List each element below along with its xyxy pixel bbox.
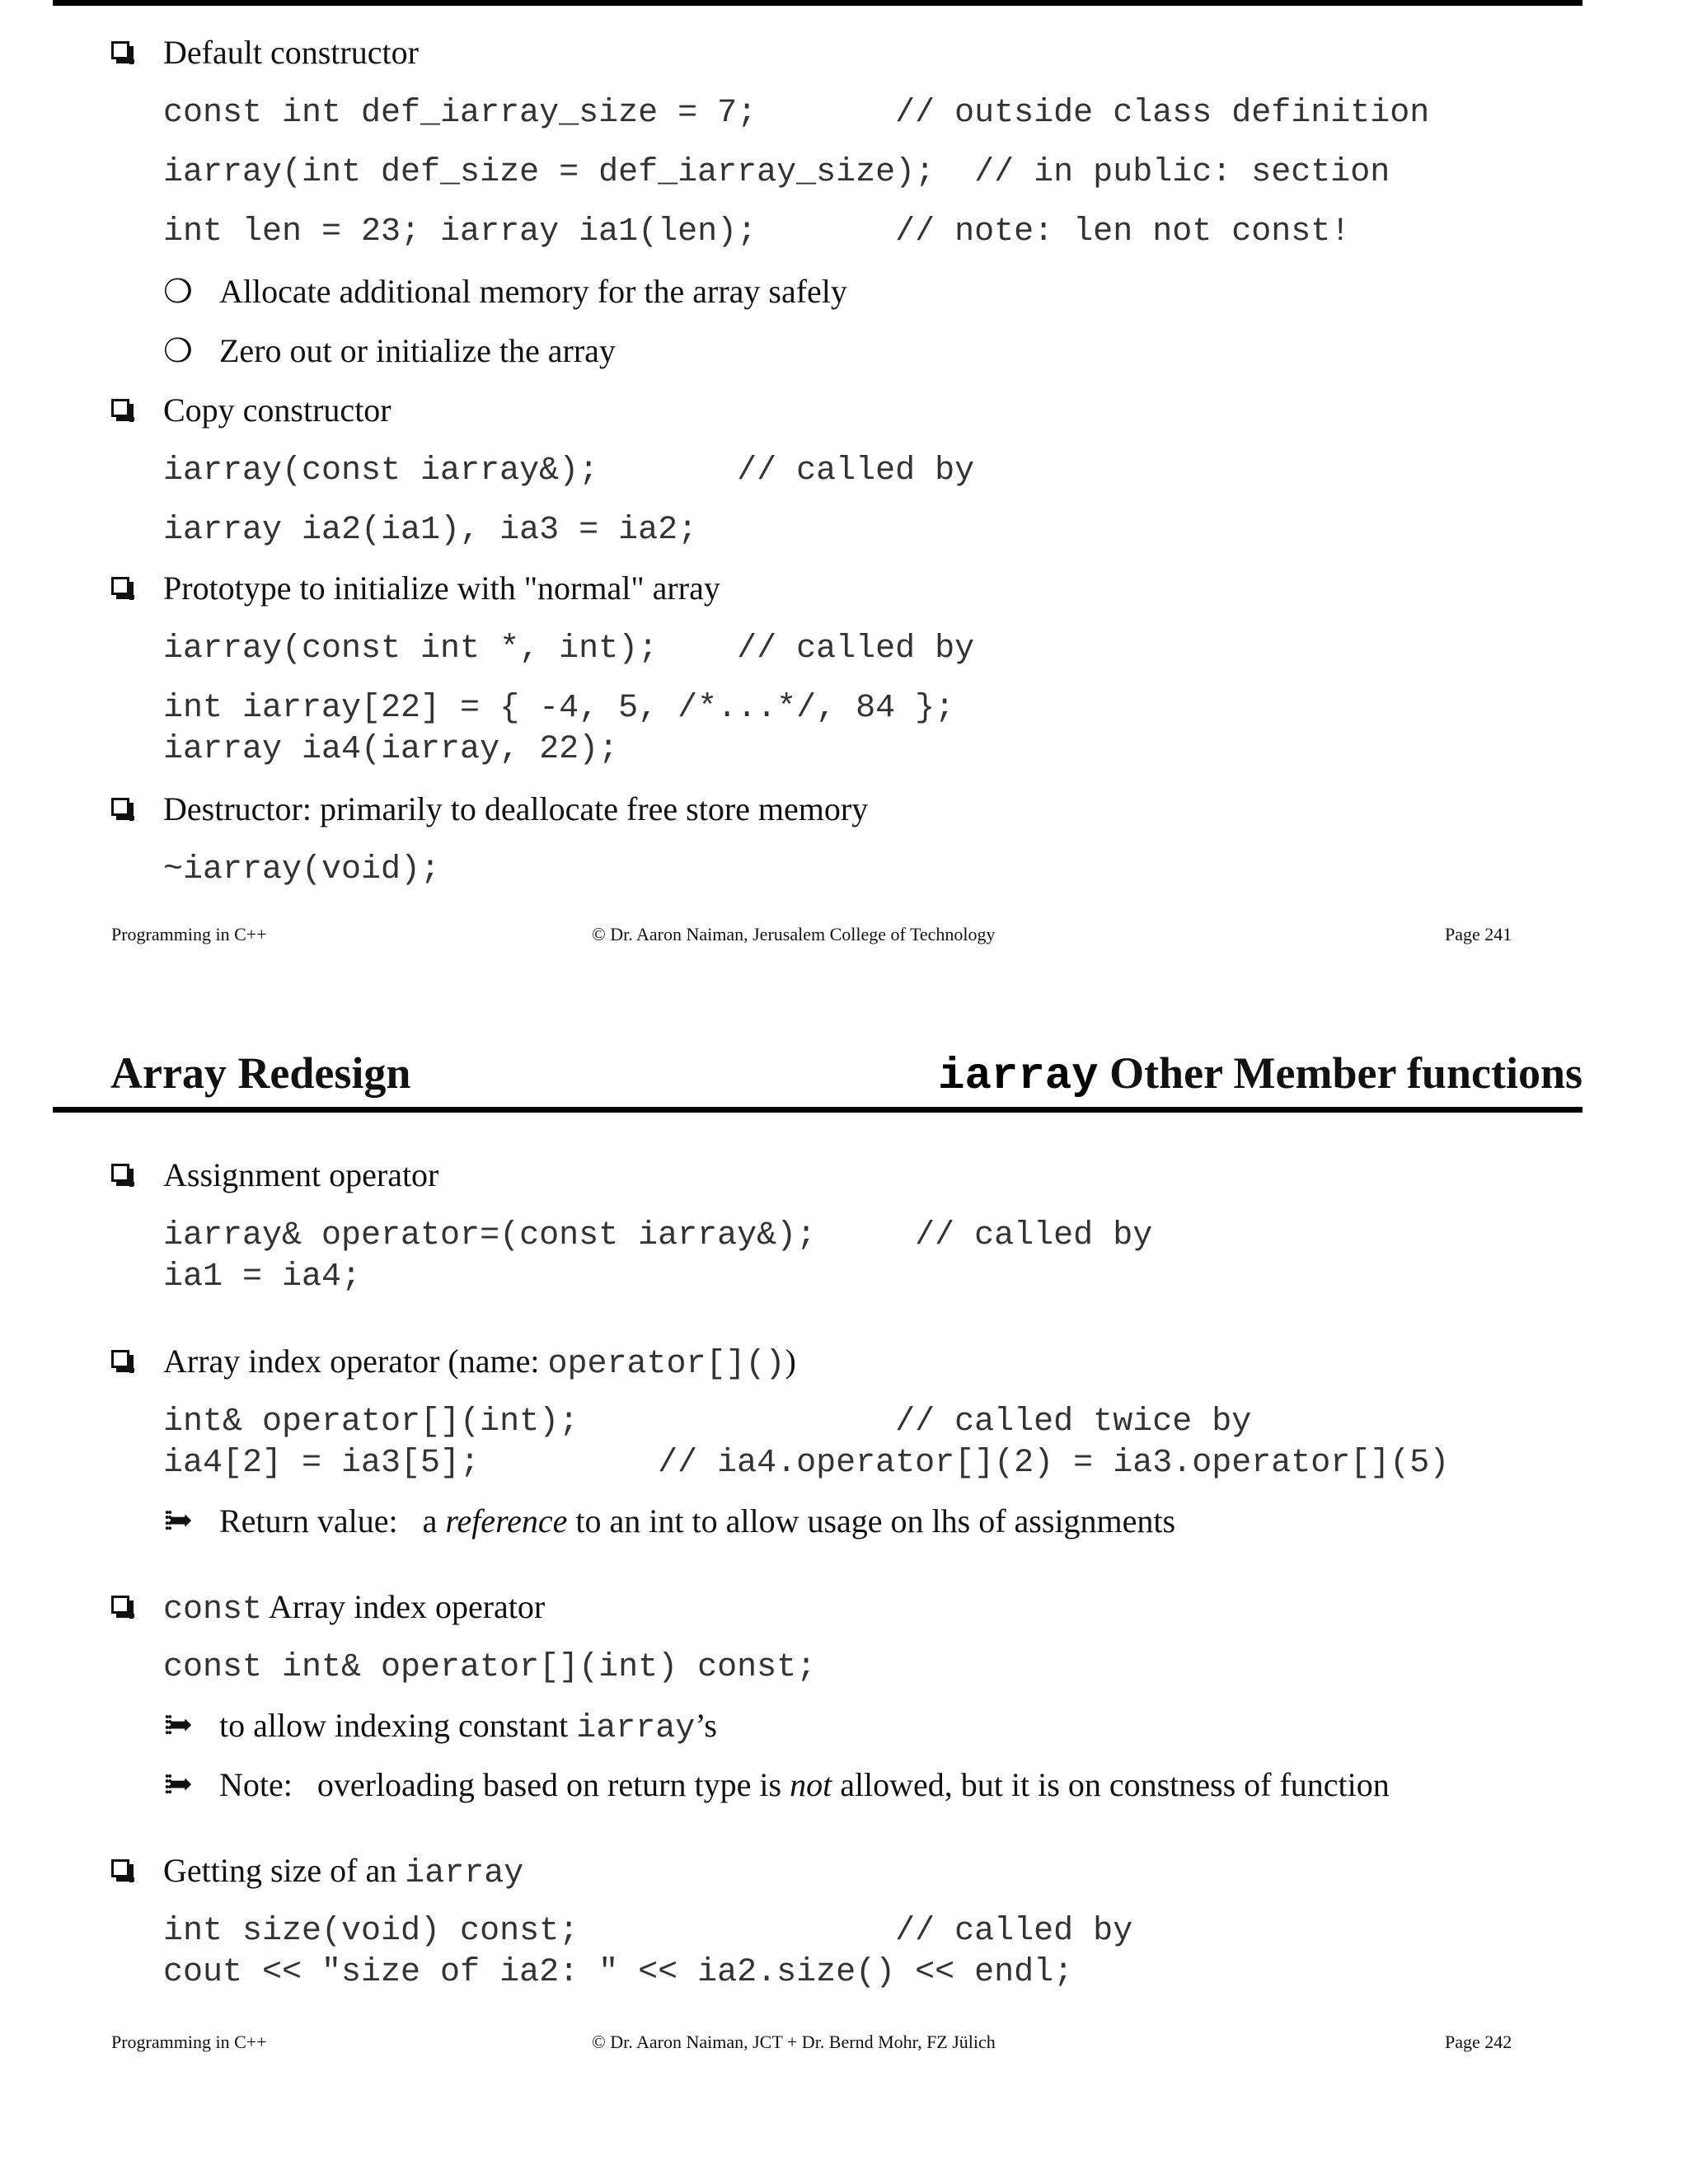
code-line: cout << "size of ia2: " << ia2.size() << endl; <box>163 1954 1074 1991</box>
title-rule <box>53 1107 1582 1113</box>
heading-text: Getting size of an <box>163 1852 406 1889</box>
code-line: ~iarray(void); <box>163 851 441 888</box>
note-text: Note: overloading based on return type is <box>219 1766 790 1803</box>
code-line: const int& operator[](int) const; <box>163 1649 817 1686</box>
checkbox-bullet-icon <box>111 1596 129 1614</box>
sub-bullet: Allocate additional memory for the array safely <box>219 273 847 310</box>
arrow-bullet-icon: ⁞⁞➡ <box>163 1710 188 1741</box>
checkbox-bullet-icon <box>111 577 129 595</box>
note-bullet <box>219 1502 1175 1541</box>
section-heading: Assignment operator <box>163 1156 439 1193</box>
note-text: to an int to allow usage on lhs of assignments <box>567 1502 1176 1540</box>
checkbox-bullet-icon <box>111 1859 129 1877</box>
note-bullet <box>219 1765 1390 1805</box>
code-line: iarray& operator=(const iarray&); // called by <box>163 1217 1153 1254</box>
checkbox-bullet-icon <box>111 1164 129 1182</box>
section-heading <box>163 1342 796 1385</box>
circle-bullet-icon: ❍ <box>163 332 193 369</box>
checkbox-bullet-icon <box>111 1350 129 1368</box>
footer-center: © Dr. Aaron Naiman, JCT + Dr. Bernd Mohr, FZ Jülich <box>592 2032 996 2052</box>
code-line: const int def_iarray_size = 7; // outside class definition <box>163 95 1430 132</box>
section-heading: Prototype to initialize with "normal" array <box>163 569 720 607</box>
heading-code: const <box>163 1591 263 1629</box>
heading-text: Array index operator (name: <box>163 1343 548 1380</box>
code-line: iarray ia4(iarray, 22); <box>163 731 619 768</box>
note-text: ’s <box>695 1707 717 1744</box>
checkbox-bullet-icon <box>111 798 129 816</box>
top-rule <box>53 0 1582 6</box>
heading-code: operator[]() <box>547 1346 785 1383</box>
heading-code: iarray <box>405 1855 524 1892</box>
footer-left: Programming in C++ <box>111 2032 267 2052</box>
checkbox-bullet-icon <box>111 399 129 417</box>
heading-text: ) <box>785 1343 796 1380</box>
heading-text: Array index operator <box>262 1588 546 1625</box>
code-line: iarray(int def_size = def_iarray_size); // in public: section <box>163 154 1390 191</box>
arrow-bullet-icon: ⁞⁞➡ <box>163 1769 188 1800</box>
checkbox-bullet-icon <box>111 41 129 59</box>
note-emphasis: not <box>790 1766 832 1803</box>
code-line: int iarray[22] = { -4, 5, /*...*/, 84 }; <box>163 690 955 727</box>
code-line: int len = 23; iarray ia1(len); // note: len not const! <box>163 213 1351 251</box>
note-text: allowed, but it is on constness of function <box>832 1766 1390 1803</box>
footer-left: Programming in C++ <box>111 924 267 944</box>
page-subtitle-code: iarray <box>938 1052 1099 1102</box>
arrow-bullet-icon: ⁞⁞➡ <box>163 1506 188 1536</box>
footer-page-number: Page 242 <box>1445 2032 1512 2052</box>
note-text: to allow indexing constant <box>219 1707 577 1744</box>
page-subtitle-text: Other Member functions <box>1098 1048 1582 1098</box>
note-emphasis: reference <box>445 1502 568 1540</box>
code-line: int& operator[](int); // called twice by <box>163 1404 1252 1441</box>
code-line: iarray ia2(ia1), ia3 = ia2; <box>163 512 698 549</box>
note-text: Return value: a <box>219 1502 446 1540</box>
footer-page-number: Page 241 <box>1445 924 1512 944</box>
section-heading <box>163 1851 523 1894</box>
footer-center: © Dr. Aaron Naiman, Jerusalem College of Technology <box>592 924 996 944</box>
circle-bullet-icon: ❍ <box>163 273 193 310</box>
page-title: Array Redesign <box>110 1048 411 1098</box>
section-heading: Default constructor <box>163 34 419 71</box>
section-heading: Destructor: primarily to deallocate free store memory <box>163 790 869 827</box>
code-line: ia4[2] = ia3[5]; // ia4.operator[](2) = ia3.operator[](5) <box>163 1445 1450 1482</box>
code-line: int size(void) const; // called by <box>163 1913 1133 1950</box>
section-heading: Copy constructor <box>163 391 392 429</box>
note-code: iarray <box>576 1710 696 1747</box>
sub-bullet: Zero out or initialize the array <box>219 332 616 369</box>
page-subtitle <box>938 1047 1582 1104</box>
section-heading <box>163 1587 545 1630</box>
code-line: iarray(const int *, int); // called by <box>163 630 975 668</box>
code-line: ia1 = ia4; <box>163 1258 362 1296</box>
code-line: iarray(const iarray&); // called by <box>163 452 975 490</box>
note-bullet <box>219 1706 717 1749</box>
